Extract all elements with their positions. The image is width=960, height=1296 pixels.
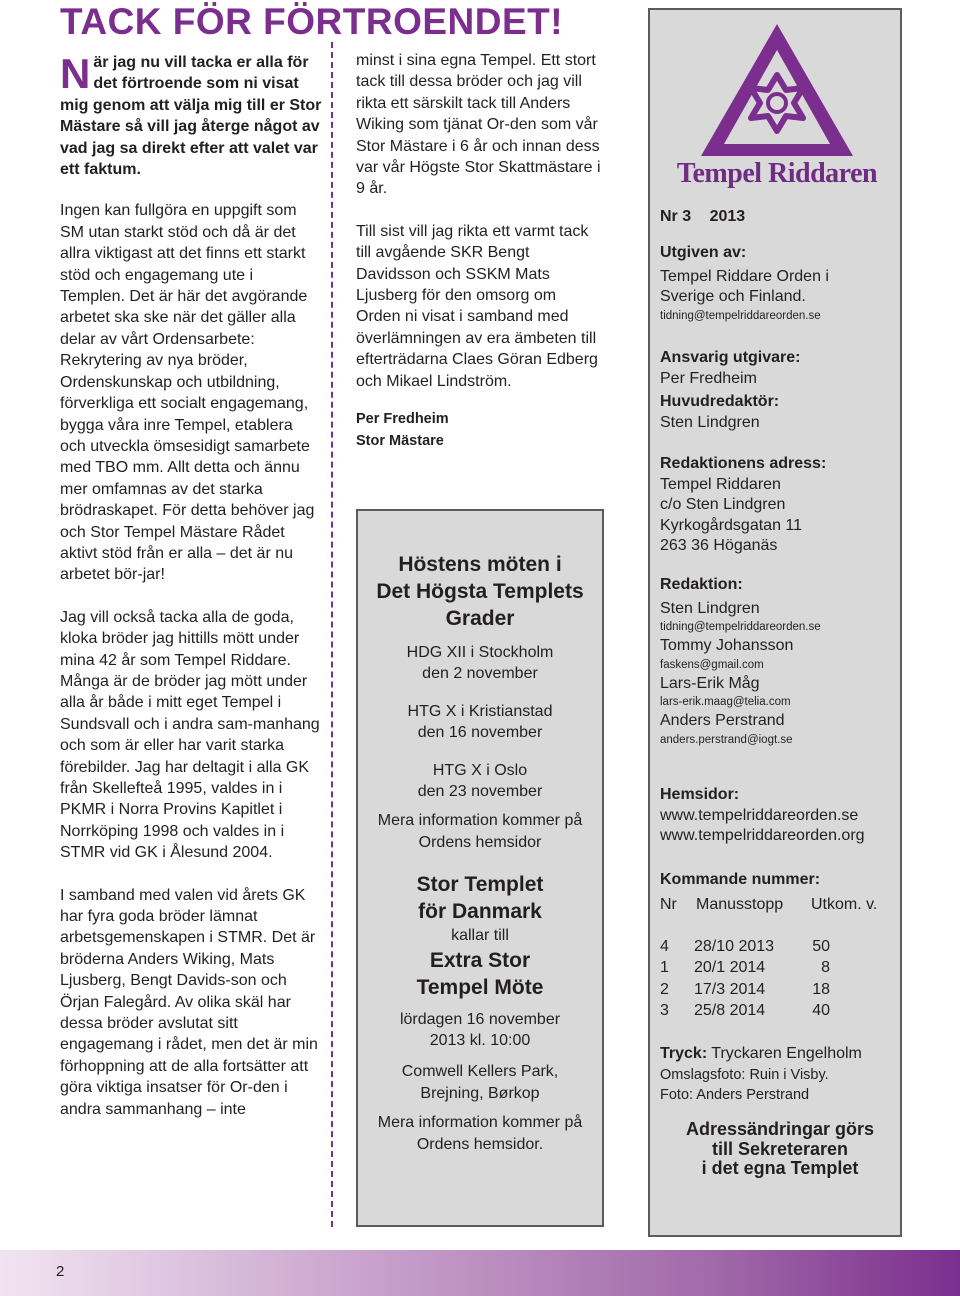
website-2: www.tempelriddareorden.org <box>660 827 865 844</box>
schedule-deadline: 20/1 2014 <box>694 959 766 976</box>
photo-credit: Foto: Anders Perstrand <box>660 1087 810 1103</box>
meeting-1-name: HDG XII i Stockholm <box>406 644 554 661</box>
article-paragraph-3: I samband med valen vid årets GK har fyra goda bröder lämnat arbetsgemenskapen i STMR. Det är bröderna Anders Wiking, Mats Ljusberg, Bengt Davids-son och Örjan Falegård. Av olika skäl har dessa bröder avslutat sitt engagemang i rådet, men det är min förhoppning att de alla fortsätter att göra viktiga insatser för Or-den i andra sammanhang – inte <box>60 886 318 1118</box>
schedule-row <box>660 937 896 959</box>
publisher-label: Utgiven av: <box>660 244 747 261</box>
editor-4-name: Anders Perstrand <box>660 712 785 729</box>
website-1: www.tempelriddareorden.se <box>660 806 859 824</box>
chief-editor-label: Huvudredaktör: <box>660 393 780 410</box>
extra-heading-2: Tempel Möte <box>416 975 544 999</box>
meeting-3-date: den 23 november <box>417 783 543 801</box>
chief-editor-name: Sten Lindgren <box>660 413 760 431</box>
more-info-2a: Mera information kommer på <box>377 1114 583 1132</box>
schedule-deadline: 25/8 2014 <box>694 1002 766 1019</box>
cover-photo: Omslagsfoto: Ruin i Visby. <box>660 1066 829 1083</box>
schedule-nr: 2 <box>660 980 669 998</box>
page-title: TACK FÖR FÖRTROENDET! <box>60 1 564 42</box>
meetings-heading-1: Höstens möten i <box>398 553 562 576</box>
meetings-heading-3: Grader <box>445 607 515 630</box>
editor-3-email: lars-erik.maag@telia.com <box>660 696 791 708</box>
publisher-line-1: Tempel Riddare Orden i <box>660 267 829 285</box>
address-line-4: 263 36 Höganäs <box>660 537 778 554</box>
signature-name: Per Fredheim <box>356 411 449 428</box>
meetings-box <box>356 509 604 1227</box>
meeting-1-date: den 2 november <box>422 665 538 683</box>
schedule-week: 18 <box>812 980 830 998</box>
meeting-3-name: HTG X i Oslo <box>432 761 528 779</box>
schedule-nr: 4 <box>660 937 669 955</box>
schedule-deadline: 17/3 2014 <box>694 980 766 998</box>
upcoming-label: Kommande nummer: <box>660 871 821 888</box>
address-line-2: c/o Sten Lindgren <box>660 496 786 513</box>
printer-name: Tryckaren Engelholm <box>711 1045 862 1062</box>
more-info-1b: Ordens hemsidor <box>418 833 542 851</box>
publisher-line-2: Sverige och Finland. <box>660 288 806 305</box>
article-column-2 <box>356 50 602 452</box>
schedule-table <box>660 937 896 1023</box>
signature <box>356 409 602 452</box>
schedule-week: 8 <box>821 959 830 976</box>
article-column-1 <box>60 52 322 1141</box>
editorial-label: Redaktion: <box>660 576 743 593</box>
responsible-name: Per Fredheim <box>660 369 757 387</box>
address-note-1: Adressändringar görs <box>685 1119 875 1139</box>
masthead-panel <box>648 8 902 1237</box>
extra-location-2: Brejning, Børkop <box>420 1084 540 1102</box>
schedule-header-nr: Nr <box>660 895 677 913</box>
page-number: 2 <box>56 1263 65 1280</box>
article-paragraph-4: minst i sina egna Tempel. Ett stort tack till dessa bröder och jag vill rikta ett särskilt tack till Anders Wiking som tjänat Or-den som vår Stor Mästare i 6 år och innan dess var vår Högste Stor Skattmästare i 9 år. <box>356 52 601 198</box>
page-footer <box>0 1250 960 1296</box>
address-line-1: Tempel Riddaren <box>660 475 781 493</box>
schedule-nr: 1 <box>660 959 669 976</box>
meetings-heading-2: Det Högsta Templets <box>376 580 584 603</box>
kallar-till: kallar till <box>451 927 509 945</box>
editor-2-email: faskens@gmail.com <box>660 658 764 671</box>
websites-label: Hemsidor: <box>660 786 740 803</box>
extra-heading-1: Extra Stor <box>429 948 531 972</box>
schedule-row <box>660 980 896 1002</box>
drop-cap: N <box>60 50 91 97</box>
schedule-nr: 3 <box>660 1002 669 1019</box>
schedule-header-week: Utkom. v. <box>811 895 878 913</box>
schedule-row <box>660 958 896 980</box>
signature-title: Stor Mästare <box>356 432 444 449</box>
editor-3-name: Lars-Erik Måg <box>660 674 760 692</box>
publisher-email: tidning@tempelriddareorden.se <box>660 309 821 322</box>
publication-name: Tempel Riddaren <box>676 158 878 189</box>
denmark-heading-2: för Danmark <box>418 900 542 924</box>
extra-date-2: 2013 kl. 10:00 <box>429 1032 531 1050</box>
extra-date-1: lördagen 16 november <box>399 1010 561 1028</box>
schedule-week: 40 <box>812 1002 830 1019</box>
schedule-deadline: 28/10 2013 <box>694 937 775 955</box>
responsible-label: Ansvarig utgivare: <box>660 349 801 366</box>
address-note-2: till Sekreteraren <box>711 1138 849 1159</box>
print-label: Tryck: <box>660 1045 708 1062</box>
column-divider <box>331 42 333 1227</box>
denmark-heading-1: Stor Templet <box>416 873 544 897</box>
schedule-row <box>660 1001 896 1023</box>
schedule-week: 50 <box>812 937 830 955</box>
article-paragraph-1: Ingen kan fullgöra en uppgift som SM utan starkt stöd och då är det allra viktigast att det finns ett starkt stöd och engagemang ute i Templen. Det är här det avgörande arbetet ska ske när det gäller alla delar av vårt Ordensarbete: Rekrytering av nya bröder, Ordenskunskap och utbildning, förverkliga ett socialt engagemang, bygga våra inre Tempel, etablera och utveckla ömsesidigt samarbete med TBO mm. Allt detta och ännu mer omfamnas av det starka brödraskapet. För detta behöver jag och Stor Tempel Mästare Rådet aktivt stöd från er alla – det är nu arbetet bör-jar! <box>60 202 315 584</box>
meeting-2-date: den 16 november <box>417 724 543 742</box>
article-paragraph-5: Till sist vill jag rikta ett varmt tack till avgående SKR Bengt Davidsson och SSKM Mats Ljusberg för den omsorg om Orden ni visat i samband med överlämningen av era ämbeten till efterträdarna Claes Göran Edberg och Mikael Lindström. <box>356 222 598 390</box>
address-label: Redaktionens adress: <box>660 455 827 472</box>
more-info-1a: Mera information kommer på <box>377 812 583 830</box>
extra-location-1: Comwell Kellers Park, <box>401 1063 559 1081</box>
more-info-2b: Ordens hemsidor. <box>416 1135 544 1153</box>
schedule-header <box>660 895 896 917</box>
editor-2-name: Tommy Johansson <box>660 637 794 654</box>
address-line-3: Kyrkogårdsgatan 11 <box>660 516 803 534</box>
issue-number: Nr 3 <box>660 208 692 225</box>
address-note-3: i det egna Templet <box>701 1158 859 1178</box>
order-emblem-icon <box>697 20 857 160</box>
schedule-header-deadline: Manusstopp <box>696 895 784 913</box>
meeting-2-name: HTG X i Kristianstad <box>407 702 553 720</box>
intro-text: är jag nu vill tacka er alla för det förtroende som ni visat mig genom att välja mig till er Stor Mästare så vill jag återge något av vad jag sa direkt efter att valet var ett faktum. <box>60 54 322 179</box>
editor-1-email: tidning@tempelriddareorden.se <box>660 621 821 633</box>
editor-1-name: Sten Lindgren <box>660 599 760 617</box>
editor-4-email: anders.perstrand@iogt.se <box>660 733 793 746</box>
article-paragraph-2: Jag vill också tacka alla de goda, kloka bröder jag hittills mött under mina 42 år som Tempel Riddare. Många är de bröder jag mött under alla år både i mitt eget Tempel i Sundsvall och i andra sam-manhang och som är eller har varit starka förebilder. Jag har deltagit i alla GK från Skellefteå 1995, valdes in i PKMR i Norra Provins Kapitlet i Norrköping 1998 och valdes in i STMR vid GK i Ålesund 2004. <box>60 608 320 862</box>
issue-year: 2013 <box>709 208 746 225</box>
intro-paragraph <box>60 52 322 180</box>
